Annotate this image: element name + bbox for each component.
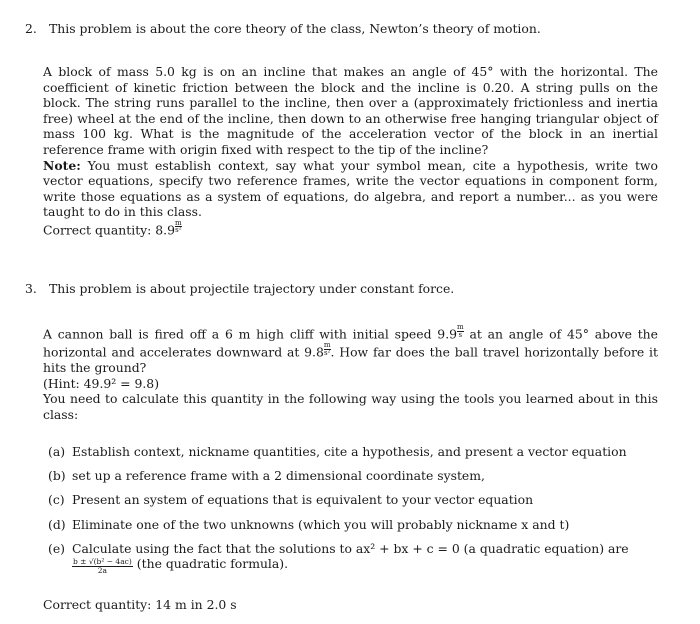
- problem-2-number: 2.: [25, 21, 37, 36]
- note-text: You must establish context, say what your symbol mean, cite a hypothesis, write two vector equations, specify two reference frames, write the vector equations in component form, write those equations as a system of equations, do algebra, and report a number... as you were taught to do in this class.: [43, 157, 658, 220]
- step-item: [48, 541, 658, 576]
- formula-numerator: b ± √(b² − 4ac): [73, 557, 132, 567]
- step-text: Establish context, nickname quantities, cite a hypothesis, and present a vector equation: [72, 444, 627, 459]
- unit-denominator: s: [458, 330, 463, 339]
- problem-3-heading: [25, 281, 670, 297]
- unit-numerator: m: [175, 218, 182, 227]
- step-text: set up a reference frame with a 2 dimensional coordinate system,: [72, 468, 485, 484]
- statement-part-c: . How far does the ball travel horizontally before it hits the ground?: [43, 344, 658, 376]
- unit-denominator: s²: [175, 226, 182, 235]
- correct-line: [43, 597, 658, 613]
- correct-value: 8.9: [155, 222, 176, 238]
- step-text: [72, 541, 658, 576]
- step-item: [48, 444, 658, 460]
- step-item: [48, 468, 658, 484]
- problem-3-statement: [43, 324, 658, 376]
- step-label: (e): [48, 540, 66, 556]
- step-label: (d): [48, 516, 66, 532]
- formula-tail: (the quadratic formula).: [136, 556, 289, 572]
- problem-3-number: 3.: [25, 281, 37, 296]
- correct-label: Correct quantity:: [43, 597, 156, 612]
- statement-part-a: A cannon ball is fired off a 6 m high cliff with initial speed 9.9: [43, 326, 458, 342]
- problem-3-heading-text: This problem is about projectile trajectory under constant force.: [49, 281, 455, 296]
- quadratic-formula: [72, 558, 133, 575]
- problem-2-statement: A block of mass 5.0 kg is on an incline that makes an angle of 45° with the horizontal. The coefficient of kinetic friction between the block and the incline is 0.20. A string pulls on the block. The string runs parallel to the incline, then over a (approximately frictionless and inertia free) wheel at the end of the incline, then down to an otherwise free hanging triangular object of mass 100 kg. What is the magnitude of the acceleration vector of the block in an inertial reference frame with origin fixed with respect to the tip of the incline?: [43, 64, 658, 157]
- acc-unit: [324, 342, 331, 356]
- problem-3-steps: [48, 444, 658, 584]
- step-label: (b): [48, 468, 66, 484]
- step-label: (c): [48, 492, 65, 508]
- step-item: [48, 492, 658, 508]
- step-text: Present an system of equations that is equivalent to your vector equation: [72, 492, 534, 508]
- step-item: [48, 517, 658, 533]
- problem-3-body: [43, 324, 658, 423]
- problem-3-hint: (Hint: 49.9² = 9.8): [43, 375, 160, 391]
- correct-value: 14 m in 2.0 s: [155, 597, 237, 612]
- problem-2-heading-text: This problem is about the core theory of the class, Newton’s theory of motion.: [49, 21, 541, 36]
- problem-2-correct-quantity: [43, 220, 658, 238]
- unit-denominator: s²: [323, 348, 331, 357]
- step-label: (a): [48, 444, 66, 459]
- speed-unit: [457, 324, 464, 338]
- correct-label: Correct quantity:: [43, 222, 156, 238]
- unit-numerator: m: [457, 323, 464, 331]
- unit-numerator: m: [323, 341, 331, 350]
- statement-part-b: at an angle of 45° above the horizontal and accelerates downward at 9.8: [43, 326, 658, 360]
- note-label: Note:: [43, 157, 81, 173]
- correct-unit: [175, 220, 182, 234]
- step-text-main: Calculate using the fact that the solutions to ax² + bx + c = 0 (a quadratic equation) are: [72, 540, 629, 556]
- problem-2-note: [43, 158, 658, 220]
- problem-2-heading: [25, 21, 670, 37]
- problem-3-instructions: You need to calculate this quantity in the following way using the tools you learned about in this class:: [43, 391, 658, 422]
- formula-denominator: 2a: [97, 566, 108, 576]
- problem-2-body: [43, 64, 658, 238]
- problem-3-correct-quantity: [43, 597, 658, 613]
- step-text: Eliminate one of the two unknowns (which you will probably nickname x and t): [72, 516, 570, 532]
